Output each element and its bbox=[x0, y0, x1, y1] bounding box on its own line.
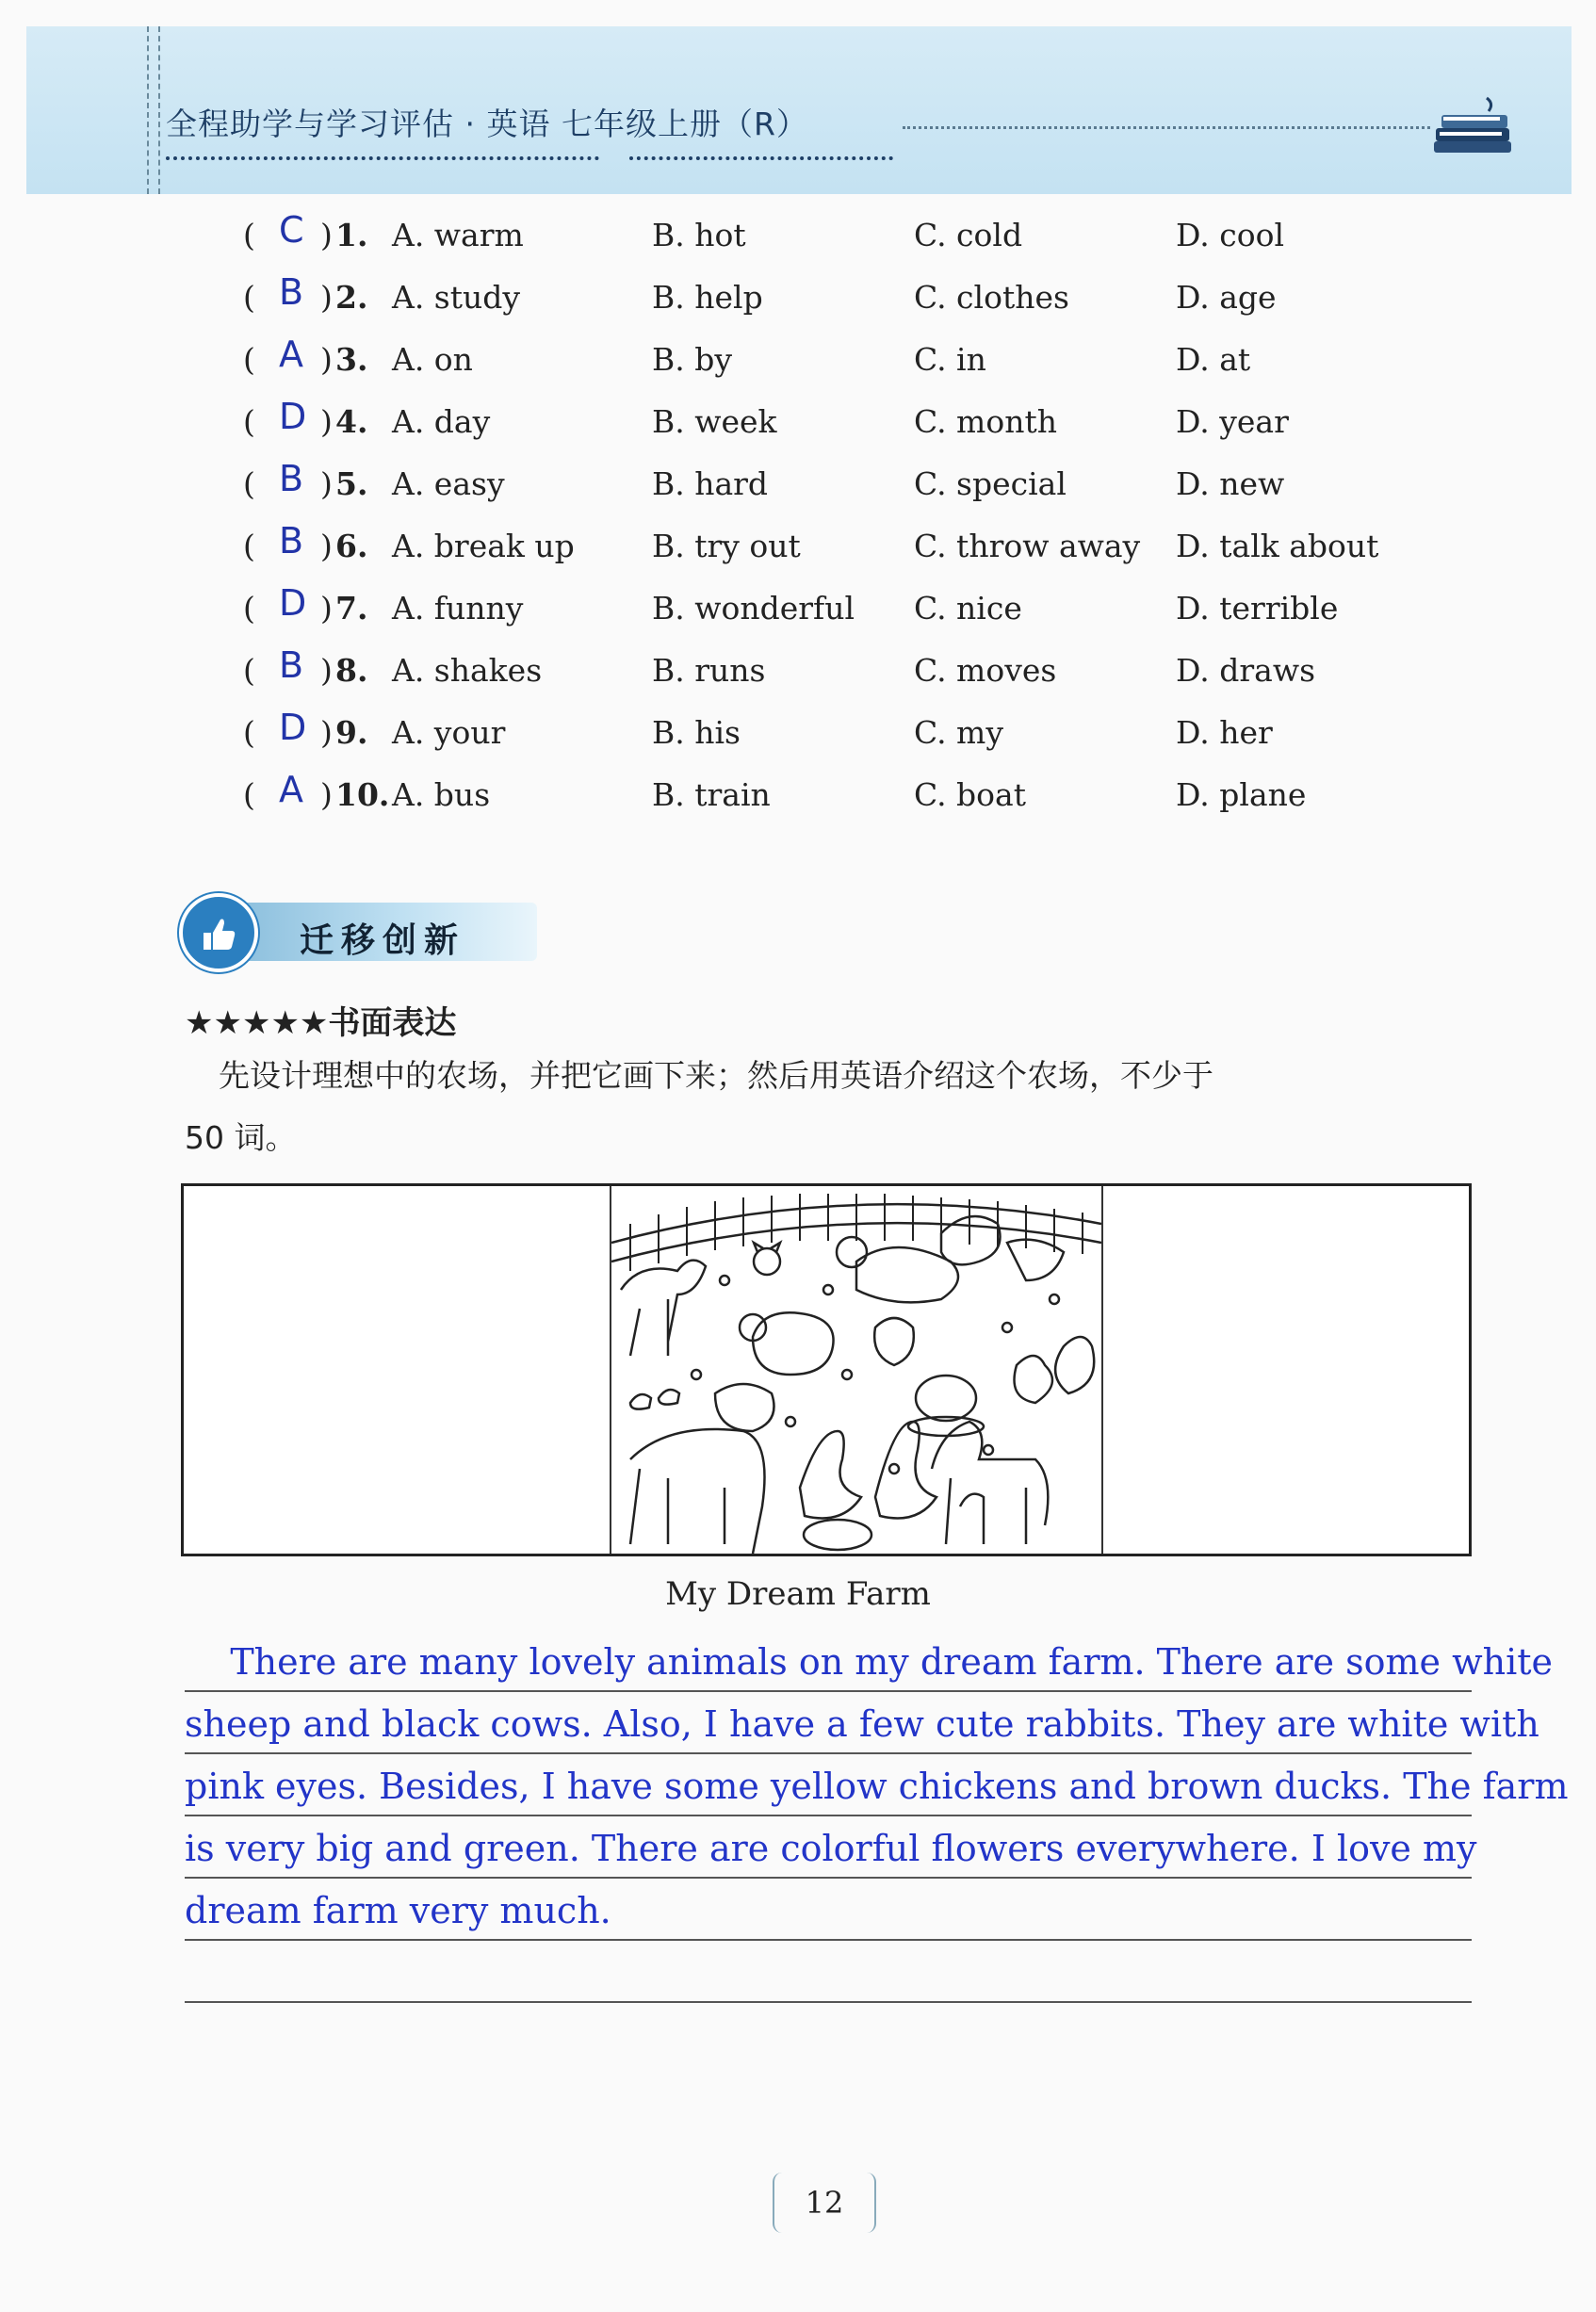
answer-letter: D bbox=[279, 582, 307, 624]
answer-bracket: ) bbox=[320, 528, 333, 564]
question-row bbox=[0, 332, 1596, 388]
essay-line bbox=[185, 1630, 1553, 1692]
question-row bbox=[0, 456, 1596, 513]
essay-text: sheep and black cows. Also, I have a few cute rabbits. They are white with bbox=[185, 1703, 1539, 1745]
section-badge bbox=[179, 893, 537, 969]
instruction-text: 50 词。 bbox=[185, 1119, 297, 1156]
question-number: 1. bbox=[335, 217, 368, 253]
answer-bracket: ) bbox=[320, 217, 333, 253]
thumbs-up-icon bbox=[179, 893, 258, 972]
answer-bracket: ) bbox=[320, 652, 333, 689]
essay-line bbox=[185, 1879, 1472, 1941]
answer-bracket: ( bbox=[243, 714, 255, 751]
option-a: A. break up bbox=[392, 528, 575, 564]
option-c: C. throw away bbox=[914, 528, 1141, 564]
task-heading: ★★★★★书面表达 bbox=[185, 1004, 457, 1042]
books-icon bbox=[1430, 92, 1515, 158]
essay-line bbox=[185, 1816, 1477, 1879]
option-c: C. clothes bbox=[914, 279, 1069, 316]
answer-letter: A bbox=[279, 334, 303, 375]
option-d: D. age bbox=[1176, 279, 1277, 316]
option-a: A. your bbox=[392, 714, 506, 751]
option-b: B. hot bbox=[652, 217, 746, 253]
answer-bracket: ( bbox=[243, 279, 255, 316]
page-number: 12 bbox=[773, 2173, 876, 2233]
answer-bracket: ( bbox=[243, 528, 255, 564]
essay-text: There are many lovely animals on my dream farm. There are some white bbox=[185, 1641, 1553, 1683]
option-c: C. moves bbox=[914, 652, 1057, 689]
essay-line bbox=[185, 1941, 1472, 2003]
farm-drawing bbox=[610, 1186, 1103, 1554]
option-a: A. study bbox=[392, 279, 521, 316]
option-b: B. by bbox=[652, 341, 732, 378]
option-a: A. easy bbox=[392, 465, 505, 502]
option-a: A. shakes bbox=[392, 652, 543, 689]
option-d: D. her bbox=[1176, 714, 1273, 751]
option-a: A. day bbox=[392, 403, 491, 440]
option-d: D. cool bbox=[1176, 217, 1285, 253]
question-row bbox=[0, 269, 1596, 326]
answer-bracket: ( bbox=[243, 341, 255, 378]
question-number: 5. bbox=[335, 465, 368, 502]
answer-bracket: ( bbox=[243, 590, 255, 627]
option-a: A. warm bbox=[392, 217, 524, 253]
option-b: B. train bbox=[652, 776, 771, 813]
essay-text: pink eyes. Besides, I have some yellow chickens and brown ducks. The farm bbox=[185, 1766, 1569, 1807]
answer-bracket: ) bbox=[320, 341, 333, 378]
essay-text: dream farm very much. bbox=[185, 1890, 611, 1931]
question-row bbox=[0, 518, 1596, 575]
question-row bbox=[0, 643, 1596, 699]
option-c: C. boat bbox=[914, 776, 1026, 813]
answer-letter: D bbox=[279, 396, 307, 437]
answer-letter: A bbox=[279, 769, 303, 810]
answer-letter: C bbox=[279, 209, 304, 251]
question-number: 2. bbox=[335, 279, 368, 316]
essay-line bbox=[185, 1754, 1569, 1816]
answer-bracket: ( bbox=[243, 465, 255, 502]
option-a: A. funny bbox=[392, 590, 524, 627]
header-title: 全程助学与学习评估 · 英语 七年级上册（R） bbox=[166, 106, 808, 142]
option-d: D. plane bbox=[1176, 776, 1307, 813]
drawing-box bbox=[181, 1183, 1472, 1556]
question-row bbox=[0, 705, 1596, 761]
answer-bracket: ( bbox=[243, 217, 255, 253]
answer-bracket: ( bbox=[243, 776, 255, 813]
essay-line bbox=[185, 1692, 1539, 1754]
option-b: B. wonderful bbox=[652, 590, 855, 627]
header-underline bbox=[629, 156, 893, 160]
binding-strip bbox=[147, 26, 160, 194]
instruction-text: 先设计理想中的农场，并把它画下来；然后用英语介绍这个农场，不少于 bbox=[219, 1057, 1213, 1094]
option-b: B. his bbox=[652, 714, 741, 751]
answer-bracket: ( bbox=[243, 652, 255, 689]
option-b: B. week bbox=[652, 403, 777, 440]
answer-bracket: ) bbox=[320, 403, 333, 440]
question-number: 6. bbox=[335, 528, 368, 564]
answer-bracket: ) bbox=[320, 714, 333, 751]
answer-bracket: ) bbox=[320, 465, 333, 502]
answer-bracket: ( bbox=[243, 403, 255, 440]
question-row bbox=[0, 767, 1596, 823]
header-dotted-line bbox=[903, 126, 1430, 129]
essay-title: My Dream Farm bbox=[665, 1575, 931, 1613]
answer-letter: B bbox=[279, 520, 304, 562]
option-a: A. bus bbox=[392, 776, 491, 813]
answer-letter: D bbox=[279, 707, 307, 748]
option-d: D. terrible bbox=[1176, 590, 1339, 627]
option-c: C. nice bbox=[914, 590, 1022, 627]
page-header bbox=[26, 26, 1572, 194]
section-title: 迁移创新 bbox=[300, 921, 466, 960]
answer-letter: B bbox=[279, 458, 304, 499]
option-d: D. year bbox=[1176, 403, 1289, 440]
answer-bracket: ) bbox=[320, 776, 333, 813]
option-d: D. talk about bbox=[1176, 528, 1379, 564]
question-number: 4. bbox=[335, 403, 368, 440]
option-a: A. on bbox=[392, 341, 473, 378]
option-b: B. hard bbox=[652, 465, 769, 502]
question-number: 8. bbox=[335, 652, 368, 689]
option-c: C. special bbox=[914, 465, 1067, 502]
answer-letter: B bbox=[279, 644, 304, 686]
header-underline bbox=[166, 156, 599, 160]
option-d: D. at bbox=[1176, 341, 1251, 378]
question-number: 3. bbox=[335, 341, 368, 378]
question-row bbox=[0, 580, 1596, 637]
option-c: C. in bbox=[914, 341, 986, 378]
answer-letter: B bbox=[279, 271, 304, 313]
question-row bbox=[0, 394, 1596, 450]
option-c: C. month bbox=[914, 403, 1057, 440]
option-c: C. cold bbox=[914, 217, 1023, 253]
option-b: B. try out bbox=[652, 528, 801, 564]
option-b: B. runs bbox=[652, 652, 766, 689]
question-number: 10. bbox=[335, 776, 390, 813]
option-d: D. draws bbox=[1176, 652, 1316, 689]
answer-bracket: ) bbox=[320, 279, 333, 316]
answer-bracket: ) bbox=[320, 590, 333, 627]
essay-text: is very big and green. There are colorful flowers everywhere. I love my bbox=[185, 1828, 1477, 1869]
question-row bbox=[0, 207, 1596, 264]
option-b: B. help bbox=[652, 279, 763, 316]
option-c: C. my bbox=[914, 714, 1003, 751]
option-d: D. new bbox=[1176, 465, 1285, 502]
question-number: 9. bbox=[335, 714, 368, 751]
question-number: 7. bbox=[335, 590, 368, 627]
